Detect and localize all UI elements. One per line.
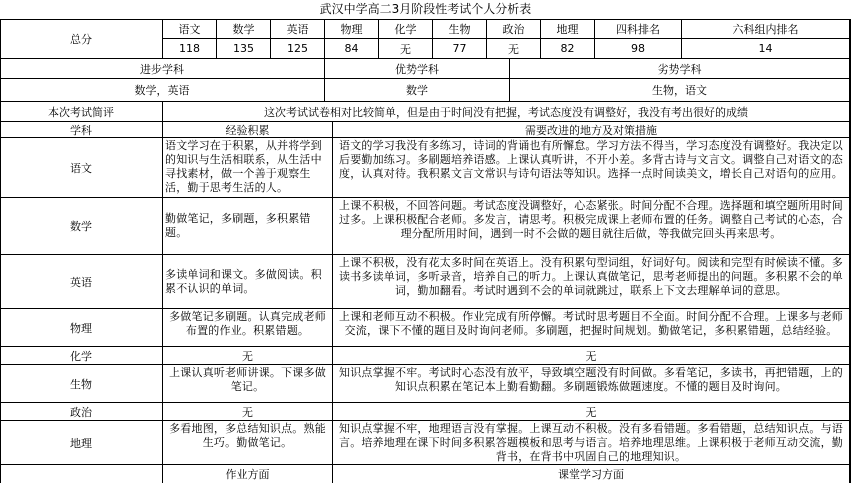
- score-four-rank: 98: [595, 39, 682, 59]
- row-experience-physics: 多做笔记多刷题。认真完成老师布置的作业。积累错题。: [163, 309, 333, 347]
- row-subject-biology: 生物: [0, 365, 163, 403]
- sheet-title: 武汉中学高二3月阶段性考试个人分析表: [0, 0, 851, 20]
- row-improve-politics: 无: [333, 403, 850, 421]
- total-label: 总分: [0, 19, 163, 59]
- score-six-rank: 14: [682, 39, 850, 59]
- row-improve-geography: 知识点掌握不牢，地理语言没有掌握。上课互动不积极。没有多看错题。多看错题，总结知识点。与语言。培养地理在课下时间多积累答题模板和思考与语言。培养地理思维。上课积极于老师互动交流，勤背书，在背书中巩固自己的地理知识。: [333, 421, 850, 465]
- row-improve-math: 上课不积极，不回答问题。考试态度没调整好，心态紧张。时间分配不合理。选择题和填空题所用时间过多。上课积极配合老师。多发言，请思考。积极完成课上老师布置的任务。调整自己考试的心态，合理分配所用时间，遇到一时不会做的题目就往后做，等我做完回头再来思考。: [333, 198, 850, 255]
- score-chemistry: 无: [379, 39, 433, 59]
- header-physics: 物理: [325, 19, 379, 39]
- header-geography: 地理: [541, 19, 595, 39]
- row-experience-chinese: 语文学习在于积累，从并将学到的知识与生活相联系，从生活中寻找素材，做一个善于观察生活，勤于思考生活的人。: [163, 138, 333, 198]
- header-biology: 生物: [433, 19, 487, 39]
- row-experience-chemistry: 无: [163, 347, 333, 365]
- progress-subjects-value: 数学，英语: [0, 79, 325, 102]
- weak-subjects-label: 劣势学科: [510, 59, 850, 79]
- score-politics: 无: [487, 39, 541, 59]
- header-four-rank: 四科排名: [595, 19, 682, 39]
- header-chinese: 语文: [163, 19, 217, 39]
- row-improve-physics: 上课和老师互动不积极。作业完成有所停懈。考试时思考题目不全面。时间分配不合理。上课多与老师交流，课下不懂的题目及时询问老师。多刷题，把握时间规划。勤做笔记，多积累错题，总结经验。: [333, 309, 850, 347]
- strong-subjects-value: 数学: [325, 79, 510, 102]
- row-experience-biology: 上课认真听老师讲课。下课多做笔记。: [163, 365, 333, 403]
- header-six-rank: 六科组内排名: [682, 19, 850, 39]
- score-english: 125: [271, 39, 325, 59]
- review-text: 这次考试试卷相对比较简单，但是由于时间没有把握，考试态度没有调整好，我没有考出很好的成绩: [163, 102, 850, 122]
- row-subject-chemistry: 化学: [0, 347, 163, 365]
- row-improve-chinese: 语文的学习我没有多练习，诗词的背诵也有所懈怠。学习方法不得当，学习态度没有调整好。我决定以后要勤加练习。多刷题培养语感。上课认真听讲，不开小差。多背古诗与文言文。调整自己对语文的态度，认真对待。我积累文言文常识与诗句语法等知识。选择一点时间读美文，增长自己对语句的应用。: [333, 138, 850, 198]
- row-experience-english: 多读单词和课文。多做阅读。积累不认识的单词。: [163, 255, 333, 309]
- header-chemistry: 化学: [379, 19, 433, 39]
- row-improve-chemistry: 无: [333, 347, 850, 365]
- score-math: 135: [217, 39, 271, 59]
- header-english: 英语: [271, 19, 325, 39]
- score-physics: 84: [325, 39, 379, 59]
- row-experience-math: 勤做笔记，多刷题，多积累错题。: [163, 198, 333, 255]
- row-improve-biology: 知识点掌握不牢。考试时心态没有放平，导致填空题没有时间做。多看笔记，多读书，再把错题，上的知识点积累在笔记本上勤看勤翻。多刷题锻炼做题速度。不懂的题目及时询问。: [333, 365, 850, 403]
- footer-classroom: 课堂学习方面: [333, 465, 850, 483]
- score-geography: 82: [541, 39, 595, 59]
- row-subject-geography: 地理: [0, 421, 163, 465]
- progress-subjects-label: 进步学科: [0, 59, 325, 79]
- header-math: 数学: [217, 19, 271, 39]
- row-experience-politics: 无: [163, 403, 333, 421]
- header-politics: 政治: [487, 19, 541, 39]
- row-subject-physics: 物理: [0, 309, 163, 347]
- row-subject-chinese: 语文: [0, 138, 163, 198]
- col-improve-header: 需要改进的地方及对策措施: [333, 122, 850, 138]
- review-label: 本次考试简评: [0, 102, 163, 122]
- col-subject-header: 学科: [0, 122, 163, 138]
- score-chinese: 118: [163, 39, 217, 59]
- row-experience-geography: 多看地图，多总结知识点。熟能生巧。勤做笔记。: [163, 421, 333, 465]
- row-subject-math: 数学: [0, 198, 163, 255]
- row-subject-english: 英语: [0, 255, 163, 309]
- score-biology: 77: [433, 39, 487, 59]
- footer-homework: 作业方面: [163, 465, 333, 483]
- row-subject-politics: 政治: [0, 403, 163, 421]
- col-experience-header: 经验积累: [163, 122, 333, 138]
- strong-subjects-label: 优势学科: [325, 59, 510, 79]
- weak-subjects-value: 生物，语文: [510, 79, 850, 102]
- row-improve-english: 上课不积极，没有花太多时间在英语上。没有积累句型词组，好词好句。阅读和完型有时候读不懂。多读书多读单词，多听录音，培养自己的听力。上课认真做笔记，思考老师提出的问题。多积累不会的单词，勤加翻看。考试时遇到不会的单词就跳过，联系上下文去理解单词的意思。: [333, 255, 850, 309]
- footer-blank: [0, 465, 163, 483]
